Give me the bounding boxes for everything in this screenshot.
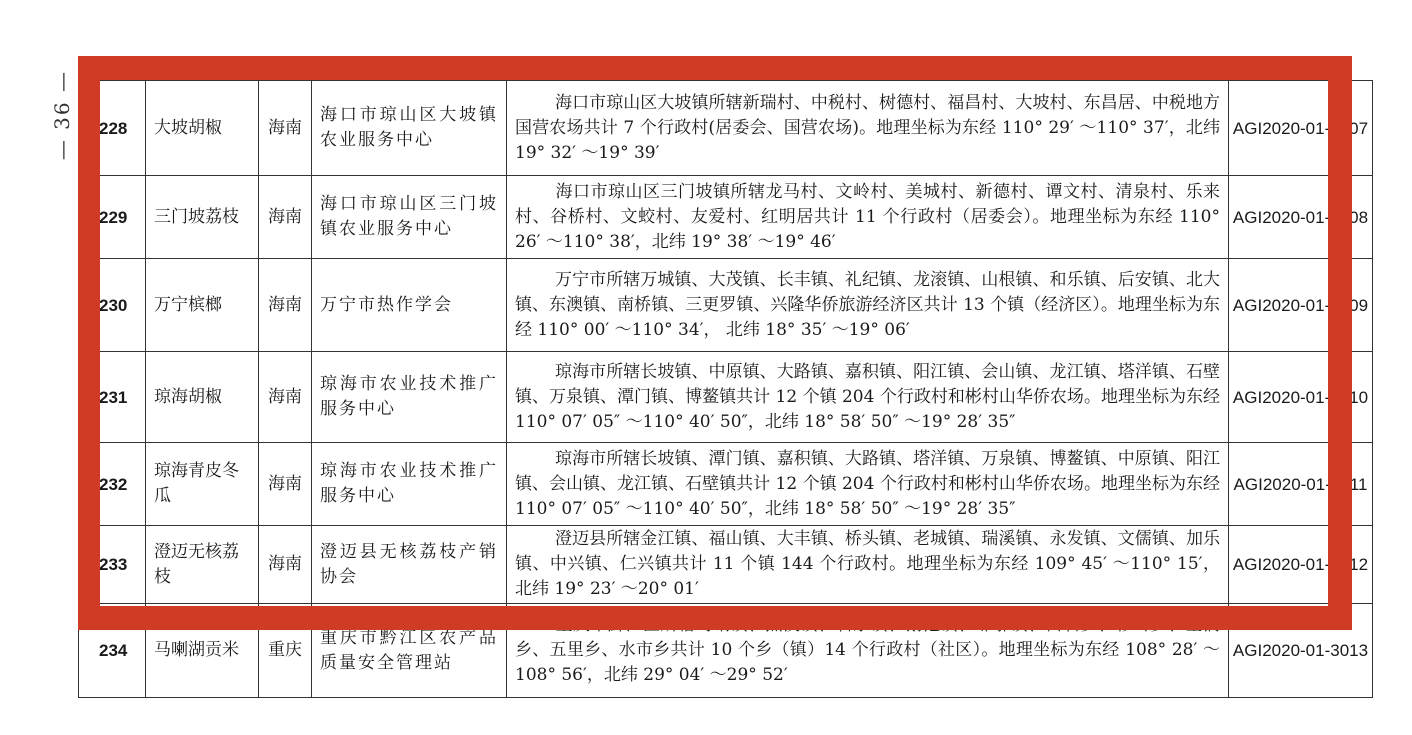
- registration-code: AGI2020-01-3007: [1229, 81, 1373, 176]
- region-description-text: 重庆市黔江区所辖马喇镇、黑溪镇、石家镇、鹅池镇、邻鄂镇、白石乡、杉岭乡、金洞乡、五里乡、水市乡共计 10 个乡（镇）14 个行政村（社区）。地理坐标为东经 108° 28′ ～108° 56′，北纬 29° 04′ ～29° 52′: [515, 615, 1220, 685]
- product-name: 马喇湖贡米: [146, 604, 259, 698]
- applicant-org: 琼海市农业技术推广服务中心: [312, 352, 507, 443]
- product-name: 琼海胡椒: [146, 352, 259, 443]
- province: 海南: [259, 526, 312, 604]
- row-number: 234: [79, 604, 146, 698]
- region-description: [507, 443, 1229, 526]
- table-row: [79, 176, 1373, 259]
- registration-code: AGI2020-01-3009: [1229, 259, 1373, 352]
- registration-code: AGI2020-01-3008: [1229, 176, 1373, 259]
- region-description: [507, 604, 1229, 698]
- region-description: [507, 526, 1229, 604]
- table-row: [79, 81, 1373, 176]
- row-number: 232: [79, 443, 146, 526]
- applicant-org: 海口市琼山区大坡镇农业服务中心: [312, 81, 507, 176]
- applicant-org: 重庆市黔江区农产品质量安全管理站: [312, 604, 507, 698]
- product-name: 万宁槟榔: [146, 259, 259, 352]
- row-number: 230: [79, 259, 146, 352]
- product-name: 琼海青皮冬瓜: [146, 443, 259, 526]
- row-number: 228: [79, 81, 146, 176]
- registration-code: AGI2020-01-3011: [1229, 443, 1373, 526]
- product-name: 三门坡荔枝: [146, 176, 259, 259]
- region-description-text: 澄迈县所辖金江镇、福山镇、大丰镇、桥头镇、老城镇、瑞溪镇、永发镇、文儒镇、加乐镇、中兴镇、仁兴镇共计 11 个镇 144 个行政村。地理坐标为东经 109° 45′ ～110° 15′，北纬 19° 23′ ～20° 01′: [515, 529, 1220, 599]
- applicant-org: 琼海市农业技术推广服务中心: [312, 443, 507, 526]
- registration-table: [78, 80, 1373, 698]
- region-description-text: 琼海市所辖长坡镇、中原镇、大路镇、嘉积镇、阳江镇、会山镇、龙江镇、塔洋镇、石壁镇、万泉镇、潭门镇、博鳌镇共计 12 个镇 204 个行政村和彬村山华侨农场。地理坐标为东经 110° 07′ 05″ ～110° 40′ 50″，北纬 18° 58′ 50″ ～19° 28′ 35″: [515, 361, 1220, 432]
- province: 海南: [259, 352, 312, 443]
- region-description-text: 琼海市所辖长坡镇、潭门镇、嘉积镇、大路镇、塔洋镇、万泉镇、博鳌镇、中原镇、阳江镇、会山镇、龙江镇、石壁镇共计 12 个镇 204 个行政村和彬村山华侨农场。地理坐标为东经 110° 07′ 05″ ～110° 40′ 50″，北纬 18° 58′ 50″ ～19° 28′ 35″: [515, 448, 1220, 519]
- table-row: [79, 526, 1373, 604]
- table-row: [79, 352, 1373, 443]
- province: 海南: [259, 81, 312, 176]
- region-description: [507, 176, 1229, 259]
- row-number: 233: [79, 526, 146, 604]
- province: 海南: [259, 259, 312, 352]
- table-row: [79, 259, 1373, 352]
- region-description-text: 海口市琼山区三门坡镇所辖龙马村、文岭村、美城村、新德村、谭文村、清泉村、乐来村、谷桥村、文蛟村、友爱村、红明居共计 11 个行政村（居委会）。地理坐标为东经 110° 26′ ～110° 38′，北纬 19° 38′ ～19° 46′: [515, 181, 1220, 252]
- province: 重庆: [259, 604, 312, 698]
- province: 海南: [259, 443, 312, 526]
- registration-code: AGI2020-01-3012: [1229, 526, 1373, 604]
- applicant-org: 万宁市热作学会: [312, 259, 507, 352]
- region-description: [507, 352, 1229, 443]
- province: 海南: [259, 176, 312, 259]
- row-number: 229: [79, 176, 146, 259]
- table-row: [79, 443, 1373, 526]
- applicant-org: 海口市琼山区三门坡镇农业服务中心: [312, 176, 507, 259]
- region-description-text: 海口市琼山区大坡镇所辖新瑞村、中税村、树德村、福昌村、大坡村、东昌居、中税地方国营农场共计 7 个行政村(居委会、国营农场)。地理坐标为东经 110° 29′ ～110° 37′，北纬 19° 32′ ～19° 39′: [515, 92, 1220, 163]
- registration-code: AGI2020-01-3013: [1229, 604, 1373, 698]
- table-row: [79, 604, 1373, 698]
- product-name: 澄迈无核荔枝: [146, 526, 259, 604]
- row-number: 231: [79, 352, 146, 443]
- applicant-org: 澄迈县无核荔枝产销协会: [312, 526, 507, 604]
- registration-code: AGI2020-01-3010: [1229, 352, 1373, 443]
- region-description-text: 万宁市所辖万城镇、大茂镇、长丰镇、礼纪镇、龙滚镇、山根镇、和乐镇、后安镇、北大镇、东澳镇、南桥镇、三更罗镇、兴隆华侨旅游经济区共计 13 个镇（经济区）。地理坐标为东经 110° 00′ ～110° 34′， 北纬 18° 35′ ～19° 06′: [515, 269, 1220, 340]
- page-number: — 36 —: [50, 70, 74, 161]
- region-description: [507, 81, 1229, 176]
- region-description: [507, 259, 1229, 352]
- product-name: 大坡胡椒: [146, 81, 259, 176]
